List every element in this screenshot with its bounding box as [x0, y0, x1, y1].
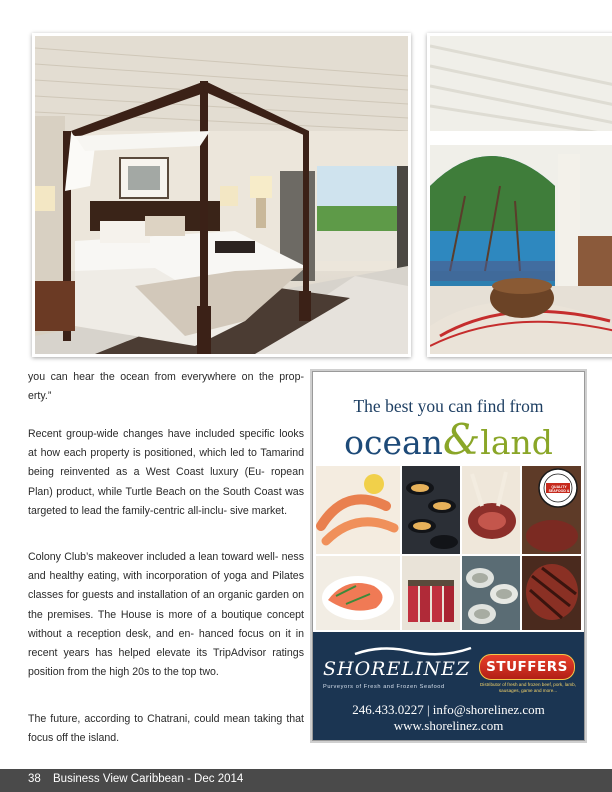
ocean-view-photo: [427, 33, 612, 357]
stuffers-tagline: Distributor of fresh and frozen beef, pork, lamb, sausages, game and more...: [479, 682, 576, 693]
stuffers-logo: STUFFERS: [479, 654, 575, 680]
page-number: 38: [28, 773, 41, 785]
seared-tuna-photo: [402, 556, 460, 630]
article-paragraph-2: Recent group-wide changes have included specific looks at how each property is positioned, which led to Tamarind being reinvented as a West Coast luxury (Eu- ropean Plan) product, while Turtle Beach on the South Coast was targeted to lead the family-centric all-inclu- sive market.: [28, 428, 304, 517]
article-paragraph-3: Colony Club’s makeover included a lean toward well- ness and healthy eating, with incorporation of yoga and Pilates classes for guests and installation of an organic garden on the premises. The House is more of a boutique concept without a reception desk, and en- hanced focus on it in recent years has helped elevate its TripAdvisor ratings position from the high 20s to the top two.: [28, 551, 304, 679]
smoked-salmon-photo: [316, 556, 400, 630]
wave-logo-icon: [353, 644, 473, 658]
steak-photo-with-seal: [522, 466, 581, 554]
oysters-photo: [462, 556, 520, 630]
arched-window-ocean-view-icon: [430, 36, 612, 354]
ad-contact-line[interactable]: 246.433.0227 | info@shorelinez.com: [352, 702, 545, 717]
ad-footer-panel: [313, 632, 584, 740]
publication-title: Business View Caribbean - Dec 2014: [53, 773, 244, 785]
ad-brand-ampersand: &: [442, 415, 481, 464]
article-paragraph-1: you can hear the ocean from everywhere on the prop- erty.”: [28, 371, 304, 403]
bedroom-with-four-poster-bed-icon: [35, 36, 408, 354]
mussels-photo: [402, 466, 460, 554]
ad-headline: The best you can find from: [353, 396, 544, 416]
shorelinez-tagline: Purveyors of Fresh and Frozen Seafood: [323, 684, 445, 690]
food-photo-grid: [316, 466, 581, 630]
shorelinez-advertisement[interactable]: [312, 371, 585, 741]
ad-brand-land: land: [480, 423, 553, 462]
quality-seal: QUALITY SEAFOOD & MEATS: [548, 485, 570, 497]
page-footer-bar: [0, 769, 612, 792]
ad-brand-ocean: ocean: [344, 423, 443, 462]
lamb-chops-photo: [462, 466, 520, 554]
shorelinez-logo-text: SHORELINEZ: [323, 658, 471, 680]
ad-brand-line: [313, 415, 584, 464]
article-paragraph-4: The future, according to Chatrani, could mean taking that focus off the island.: [28, 713, 304, 745]
ad-website-link[interactable]: www.shorelinez.com: [393, 718, 504, 733]
bedroom-photo: [32, 33, 411, 357]
shrimp-photo: [316, 466, 400, 554]
grilled-steak-photo: [522, 556, 581, 630]
